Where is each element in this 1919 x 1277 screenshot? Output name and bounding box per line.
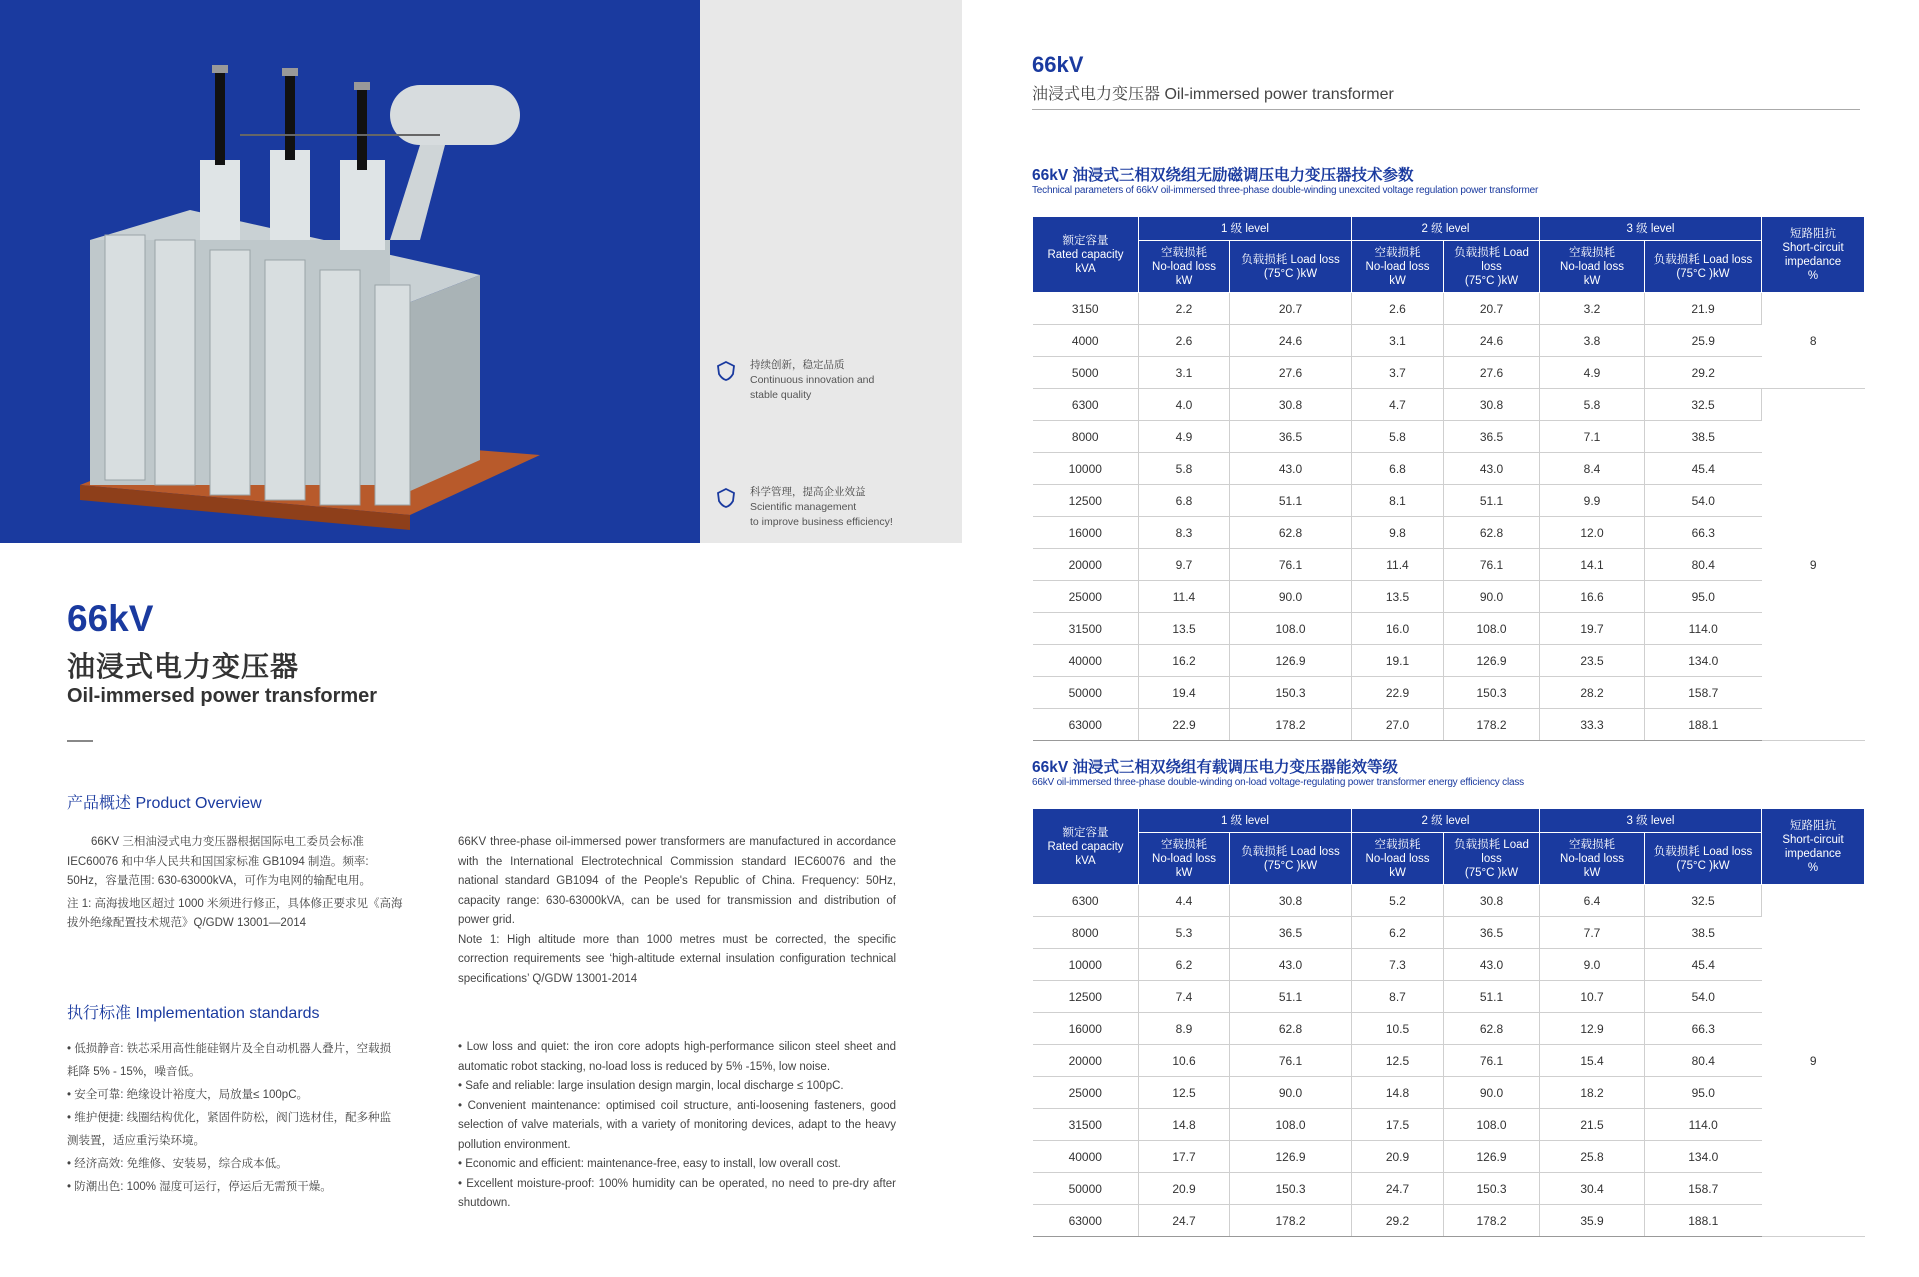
table-cell: 12.5 <box>1139 1077 1230 1109</box>
table-cell: 9.9 <box>1540 485 1645 517</box>
standards-zh-item: • 低损静音: 铁芯采用高性能硅钢片及全自动机器人叠片，空载损耗降 5% - 15%，噪音低。 <box>67 1043 392 1078</box>
table-cell: 4.0 <box>1139 389 1230 421</box>
feature-en: stable quality <box>750 389 812 401</box>
feature-zh: 科学管理，提高企业效益 <box>750 486 866 498</box>
table-cell: 20.7 <box>1444 293 1540 325</box>
table-row <box>1033 1013 1865 1045</box>
table-cell: 5.3 <box>1139 917 1230 949</box>
cell-capacity: 6300 <box>1033 885 1139 917</box>
table-cell: 36.5 <box>1230 421 1352 453</box>
table-cell: 3.7 <box>1352 357 1444 389</box>
cell-impedance: 8 <box>1762 293 1865 389</box>
transformer-image <box>60 60 580 530</box>
header-rated: 额定容量 Rated capacity kVA <box>1033 217 1139 293</box>
table-cell: 158.7 <box>1645 677 1762 709</box>
header-load: 负载损耗 Load loss (75°C )kW <box>1230 833 1352 885</box>
table-cell: 8.7 <box>1352 981 1444 1013</box>
table-cell: 36.5 <box>1444 421 1540 453</box>
table-cell: 25.9 <box>1645 325 1762 357</box>
table-cell: 90.0 <box>1230 1077 1352 1109</box>
cell-capacity: 5000 <box>1033 357 1139 389</box>
cell-capacity: 31500 <box>1033 613 1139 645</box>
table2 <box>1032 808 1865 1237</box>
standards-en-item: • Excellent moisture-proof: 100% humidity can be operated, no need to pre-dry after shutdown. <box>458 1177 896 1209</box>
table-cell: 2.6 <box>1139 325 1230 357</box>
table-cell: 4.9 <box>1139 421 1230 453</box>
overview-zh-note: 注 1: 高海拔地区超过 1000 米须进行修正，具体修正要求见《高海拔外绝缘配置技术规范》Q/GDW 13001—2014 <box>67 897 403 929</box>
standards-heading: 执行标准 Implementation standards <box>67 1005 320 1022</box>
table-cell: 6.8 <box>1352 453 1444 485</box>
overview-heading: 产品概述 Product Overview <box>67 795 262 812</box>
table-cell: 43.0 <box>1444 453 1540 485</box>
table-cell: 27.6 <box>1230 357 1352 389</box>
table-cell: 4.9 <box>1540 357 1645 389</box>
table-cell: 90.0 <box>1230 581 1352 613</box>
cell-capacity: 8000 <box>1033 421 1139 453</box>
table-cell: 12.0 <box>1540 517 1645 549</box>
table-cell: 4.4 <box>1139 885 1230 917</box>
table-cell: 114.0 <box>1645 613 1762 645</box>
table-cell: 45.4 <box>1645 949 1762 981</box>
feature-innovation <box>715 358 915 403</box>
header-noload: 空载损耗 No-load loss kW <box>1352 833 1444 885</box>
standards-en-item: • Safe and reliable: large insulation design margin, local discharge ≤ 100pC. <box>458 1080 844 1092</box>
cell-capacity: 16000 <box>1033 517 1139 549</box>
table-cell: 19.4 <box>1139 677 1230 709</box>
table-cell: 108.0 <box>1230 1109 1352 1141</box>
header-load: 负载损耗 Load loss (75°C )kW <box>1444 833 1540 885</box>
table-row <box>1033 1077 1865 1109</box>
table-cell: 5.2 <box>1352 885 1444 917</box>
table-cell: 90.0 <box>1444 1077 1540 1109</box>
page-title-kv: 66kV <box>67 598 154 639</box>
cell-capacity: 50000 <box>1033 1173 1139 1205</box>
table-cell: 178.2 <box>1444 709 1540 741</box>
table-cell: 10.5 <box>1352 1013 1444 1045</box>
table-cell: 8.3 <box>1139 517 1230 549</box>
table-cell: 158.7 <box>1645 1173 1762 1205</box>
table-cell: 24.7 <box>1139 1205 1230 1237</box>
table-row <box>1033 981 1865 1013</box>
table-cell: 62.8 <box>1444 517 1540 549</box>
right-title-sub: 油浸式电力变压器 Oil-immersed power transformer <box>1032 86 1394 103</box>
table-cell: 178.2 <box>1230 709 1352 741</box>
table-cell: 76.1 <box>1230 549 1352 581</box>
table-row <box>1033 613 1865 645</box>
overview-zh <box>67 833 405 934</box>
overview-en <box>458 833 896 989</box>
table-cell: 30.8 <box>1230 885 1352 917</box>
hero-side-panel <box>700 0 962 543</box>
cell-capacity: 40000 <box>1033 645 1139 677</box>
table-cell: 17.5 <box>1352 1109 1444 1141</box>
header-impedance: 短路阻抗 Short-circuit impedance % <box>1762 217 1865 293</box>
table-cell: 27.0 <box>1352 709 1444 741</box>
table-cell: 5.8 <box>1139 453 1230 485</box>
table1-title: 66kV 油浸式三相双绕组无励磁调压电力变压器技术参数 <box>1032 167 1414 184</box>
overview-zh-para: 66KV 三相油浸式电力变压器根据国际电工委员会标准 IEC60076 和中华人民共和国国家标准 GB1094 制造。频率: 50Hz，容量范围: 630-63000kVA，可作为电网的输配电用。 <box>67 836 371 887</box>
table-cell: 62.8 <box>1444 1013 1540 1045</box>
table-row <box>1033 1173 1865 1205</box>
table-row <box>1033 1205 1865 1237</box>
table-row <box>1033 325 1865 357</box>
table-cell: 14.8 <box>1139 1109 1230 1141</box>
table-row <box>1033 581 1865 613</box>
header-level1: 1 级 level <box>1139 217 1352 241</box>
table-cell: 22.9 <box>1139 709 1230 741</box>
table2-title: 66kV 油浸式三相双绕组有载调压电力变压器能效等级 <box>1032 759 1399 776</box>
table-cell: 126.9 <box>1230 1141 1352 1173</box>
cell-capacity: 63000 <box>1033 709 1139 741</box>
table-cell: 8.4 <box>1540 453 1645 485</box>
table-cell: 114.0 <box>1645 1109 1762 1141</box>
table-cell: 80.4 <box>1645 1045 1762 1077</box>
table-cell: 188.1 <box>1645 709 1762 741</box>
header-level2: 2 级 level <box>1352 217 1540 241</box>
table-cell: 16.6 <box>1540 581 1645 613</box>
table-cell: 13.5 <box>1139 613 1230 645</box>
table-cell: 6.8 <box>1139 485 1230 517</box>
table-cell: 5.8 <box>1352 421 1444 453</box>
table-cell: 17.7 <box>1139 1141 1230 1173</box>
table-cell: 30.8 <box>1444 885 1540 917</box>
table-cell: 38.5 <box>1645 917 1762 949</box>
table-cell: 76.1 <box>1230 1045 1352 1077</box>
table-cell: 12.9 <box>1540 1013 1645 1045</box>
header-noload: 空载损耗 No-load loss kW <box>1540 833 1645 885</box>
table-row <box>1033 389 1865 421</box>
table-cell: 66.3 <box>1645 517 1762 549</box>
table-row <box>1033 421 1865 453</box>
shield-icon <box>715 360 737 382</box>
table-cell: 51.1 <box>1444 981 1540 1013</box>
table-cell: 126.9 <box>1230 645 1352 677</box>
table-row <box>1033 1045 1865 1077</box>
cell-capacity: 3150 <box>1033 293 1139 325</box>
table2-subtitle: 66kV oil-immersed three-phase double-winding on-load voltage-regulating power transformer energy efficiency class <box>1032 777 1524 788</box>
overview-en-note: Note 1: High altitude more than 1000 metres must be corrected, the specific correction requirements see ‘high-altitude external insulation configuration technical specifications’ Q/GDW 13001-2014 <box>458 933 896 985</box>
table-cell: 150.3 <box>1230 1173 1352 1205</box>
header-level1: 1 级 level <box>1139 809 1352 833</box>
table-cell: 62.8 <box>1230 517 1352 549</box>
table-cell: 126.9 <box>1444 645 1540 677</box>
table-cell: 80.4 <box>1645 549 1762 581</box>
standards-en <box>458 1038 896 1214</box>
table-cell: 4.7 <box>1352 389 1444 421</box>
table-cell: 3.1 <box>1352 325 1444 357</box>
cell-capacity: 63000 <box>1033 1205 1139 1237</box>
header-noload: 空载损耗 No-load loss kW <box>1139 833 1230 885</box>
table-row <box>1033 485 1865 517</box>
table-row <box>1033 517 1865 549</box>
cell-impedance: 9 <box>1762 885 1865 1237</box>
table-cell: 150.3 <box>1444 1173 1540 1205</box>
table-cell: 10.6 <box>1139 1045 1230 1077</box>
table-cell: 2.6 <box>1352 293 1444 325</box>
feature-en: Scientific management <box>750 501 857 513</box>
header-noload: 空载损耗 No-load loss kW <box>1352 241 1444 293</box>
table-cell: 24.6 <box>1444 325 1540 357</box>
table-cell: 10.7 <box>1540 981 1645 1013</box>
table-cell: 76.1 <box>1444 549 1540 581</box>
table-cell: 13.5 <box>1352 581 1444 613</box>
header-load: 负载损耗 Load loss (75°C )kW <box>1230 241 1352 293</box>
table-cell: 2.2 <box>1139 293 1230 325</box>
table-cell: 66.3 <box>1645 1013 1762 1045</box>
cell-capacity: 10000 <box>1033 453 1139 485</box>
divider <box>67 740 93 742</box>
table-cell: 21.5 <box>1540 1109 1645 1141</box>
cell-capacity: 25000 <box>1033 581 1139 613</box>
header-noload: 空载损耗 No-load loss kW <box>1139 241 1230 293</box>
table-row <box>1033 949 1865 981</box>
table-cell: 16.0 <box>1352 613 1444 645</box>
cell-capacity: 40000 <box>1033 1141 1139 1173</box>
table-cell: 11.4 <box>1139 581 1230 613</box>
table-cell: 6.2 <box>1352 917 1444 949</box>
cell-capacity: 4000 <box>1033 325 1139 357</box>
table-cell: 62.8 <box>1230 1013 1352 1045</box>
table-cell: 19.1 <box>1352 645 1444 677</box>
standards-zh-item: • 安全可靠: 绝缘设计裕度大，局放量≤ 100pC。 <box>67 1089 309 1101</box>
table-row <box>1033 357 1865 389</box>
cell-capacity: 25000 <box>1033 1077 1139 1109</box>
table-cell: 6.2 <box>1139 949 1230 981</box>
table-cell: 24.7 <box>1352 1173 1444 1205</box>
table-cell: 45.4 <box>1645 453 1762 485</box>
table-cell: 3.8 <box>1540 325 1645 357</box>
table-cell: 21.9 <box>1645 293 1762 325</box>
table-cell: 25.8 <box>1540 1141 1645 1173</box>
cell-capacity: 16000 <box>1033 1013 1139 1045</box>
table-cell: 32.5 <box>1645 389 1762 421</box>
cell-capacity: 6300 <box>1033 389 1139 421</box>
cell-capacity: 12500 <box>1033 485 1139 517</box>
page-title-zh: 油浸式电力变压器 <box>67 651 300 682</box>
feature-management <box>715 485 915 530</box>
table-cell: 9.7 <box>1139 549 1230 581</box>
cell-capacity: 10000 <box>1033 949 1139 981</box>
table1-subtitle: Technical parameters of 66kV oil-immersed three-phase double-winding unexcited voltage regulation power transformer <box>1032 185 1539 196</box>
table-cell: 12.5 <box>1352 1045 1444 1077</box>
table-cell: 20.9 <box>1352 1141 1444 1173</box>
standards-zh <box>67 1038 397 1199</box>
header-impedance: 短路阻抗 Short-circuit impedance % <box>1762 809 1865 885</box>
table-cell: 108.0 <box>1444 613 1540 645</box>
header-noload: 空载损耗 No-load loss kW <box>1540 241 1645 293</box>
table-cell: 54.0 <box>1645 485 1762 517</box>
table-cell: 29.2 <box>1352 1205 1444 1237</box>
table-row <box>1033 885 1865 917</box>
cell-impedance: 9 <box>1762 389 1865 741</box>
table-cell: 32.5 <box>1645 885 1762 917</box>
table-row <box>1033 917 1865 949</box>
table-cell: 7.1 <box>1540 421 1645 453</box>
table-cell: 54.0 <box>1645 981 1762 1013</box>
table-cell: 30.8 <box>1230 389 1352 421</box>
table-cell: 33.3 <box>1540 709 1645 741</box>
cell-capacity: 8000 <box>1033 917 1139 949</box>
feature-en: to improve business efficiency! <box>750 516 893 528</box>
table-cell: 18.2 <box>1540 1077 1645 1109</box>
shield-icon <box>715 487 737 509</box>
table-cell: 30.8 <box>1444 389 1540 421</box>
header-rated: 额定容量 Rated capacity kVA <box>1033 809 1139 885</box>
table-cell: 9.8 <box>1352 517 1444 549</box>
table-cell: 35.9 <box>1540 1205 1645 1237</box>
table-cell: 14.8 <box>1352 1077 1444 1109</box>
table-cell: 95.0 <box>1645 1077 1762 1109</box>
table-cell: 15.4 <box>1540 1045 1645 1077</box>
cell-capacity: 50000 <box>1033 677 1139 709</box>
table-cell: 30.4 <box>1540 1173 1645 1205</box>
table-row <box>1033 1109 1865 1141</box>
table-row <box>1033 1141 1865 1173</box>
table-cell: 5.8 <box>1540 389 1645 421</box>
table-cell: 24.6 <box>1230 325 1352 357</box>
table-cell: 36.5 <box>1230 917 1352 949</box>
table-cell: 43.0 <box>1230 949 1352 981</box>
table-cell: 19.7 <box>1540 613 1645 645</box>
table-cell: 76.1 <box>1444 1045 1540 1077</box>
table-cell: 3.2 <box>1540 293 1645 325</box>
table-cell: 150.3 <box>1444 677 1540 709</box>
table-cell: 178.2 <box>1444 1205 1540 1237</box>
table-cell: 14.1 <box>1540 549 1645 581</box>
table-cell: 29.2 <box>1645 357 1762 389</box>
table-row <box>1033 709 1865 741</box>
cell-capacity: 31500 <box>1033 1109 1139 1141</box>
header-load: 负载损耗 Load loss (75°C )kW <box>1645 241 1762 293</box>
table-cell: 38.5 <box>1645 421 1762 453</box>
page-title-en: Oil-immersed power transformer <box>67 685 378 707</box>
table-cell: 3.1 <box>1139 357 1230 389</box>
table-cell: 7.7 <box>1540 917 1645 949</box>
table-cell: 43.0 <box>1230 453 1352 485</box>
table-cell: 9.0 <box>1540 949 1645 981</box>
header-load: 负载损耗 Load loss (75°C )kW <box>1645 833 1762 885</box>
table-cell: 8.9 <box>1139 1013 1230 1045</box>
table-cell: 36.5 <box>1444 917 1540 949</box>
table-cell: 20.9 <box>1139 1173 1230 1205</box>
table-cell: 126.9 <box>1444 1141 1540 1173</box>
table-row <box>1033 645 1865 677</box>
table-cell: 8.1 <box>1352 485 1444 517</box>
table1 <box>1032 216 1865 741</box>
table-cell: 178.2 <box>1230 1205 1352 1237</box>
overview-en-para: 66KV three-phase oil-immersed power transformers are manufactured in accordance with the International Electrotechnical Commission standard IEC60076 and the national standard GB1094 of the People's Republic of China. Frequency: 50Hz, capacity range: 630-63000kVA, can be used for transmission and distribution of power grid. <box>458 836 896 926</box>
table-cell: 11.4 <box>1352 549 1444 581</box>
table-row <box>1033 453 1865 485</box>
table-cell: 51.1 <box>1444 485 1540 517</box>
feature-zh: 持续创新，稳定品质 <box>750 359 845 371</box>
divider <box>1032 109 1860 110</box>
standards-en-item: • Economic and efficient: maintenance-free, easy to install, low overall cost. <box>458 1158 841 1170</box>
header-level3: 3 级 level <box>1540 217 1762 241</box>
right-title-kv: 66kV <box>1032 52 1084 77</box>
table-cell: 20.7 <box>1230 293 1352 325</box>
table-cell: 7.3 <box>1352 949 1444 981</box>
header-level3: 3 级 level <box>1540 809 1762 833</box>
table-cell: 16.2 <box>1139 645 1230 677</box>
table-cell: 150.3 <box>1230 677 1352 709</box>
table-cell: 51.1 <box>1230 981 1352 1013</box>
feature-en: Continuous innovation and <box>750 374 875 386</box>
standards-zh-item: • 经济高效: 免维修、安装易，综合成本低。 <box>67 1158 288 1170</box>
standards-en-item: • Convenient maintenance: optimised coil structure, anti-loosening fasteners, good selection of valve materials, with a variety of monitoring devices, adapt to the heavy pollution environment. <box>458 1099 896 1151</box>
table-cell: 23.5 <box>1540 645 1645 677</box>
cell-capacity: 20000 <box>1033 549 1139 581</box>
standards-zh-item: • 防潮出色: 100% 湿度可运行，停运后无需预干燥。 <box>67 1181 332 1193</box>
table-cell: 28.2 <box>1540 677 1645 709</box>
table-row <box>1033 549 1865 581</box>
header-level2: 2 级 level <box>1352 809 1540 833</box>
table-cell: 108.0 <box>1444 1109 1540 1141</box>
cell-capacity: 20000 <box>1033 1045 1139 1077</box>
table-row <box>1033 293 1865 325</box>
header-load: 负载损耗 Load loss (75°C )kW <box>1444 241 1540 293</box>
table-cell: 51.1 <box>1230 485 1352 517</box>
table-cell: 134.0 <box>1645 645 1762 677</box>
table-cell: 188.1 <box>1645 1205 1762 1237</box>
standards-en-item: • Low loss and quiet: the iron core adopts high-performance silicon steel sheet and automatic robot stacking, no-load loss is reduced by 5% -15%, low noise. <box>458 1041 896 1073</box>
table-cell: 95.0 <box>1645 581 1762 613</box>
cell-capacity: 12500 <box>1033 981 1139 1013</box>
table-cell: 22.9 <box>1352 677 1444 709</box>
standards-zh-item: • 维护便捷: 线圈结构优化，紧固件防松，阀门选材佳，配多种监测装置，适应重污染环境。 <box>67 1112 392 1147</box>
table-cell: 6.4 <box>1540 885 1645 917</box>
table-cell: 43.0 <box>1444 949 1540 981</box>
table-cell: 27.6 <box>1444 357 1540 389</box>
table-row <box>1033 677 1865 709</box>
table-cell: 108.0 <box>1230 613 1352 645</box>
table-cell: 134.0 <box>1645 1141 1762 1173</box>
table-cell: 90.0 <box>1444 581 1540 613</box>
table-cell: 7.4 <box>1139 981 1230 1013</box>
